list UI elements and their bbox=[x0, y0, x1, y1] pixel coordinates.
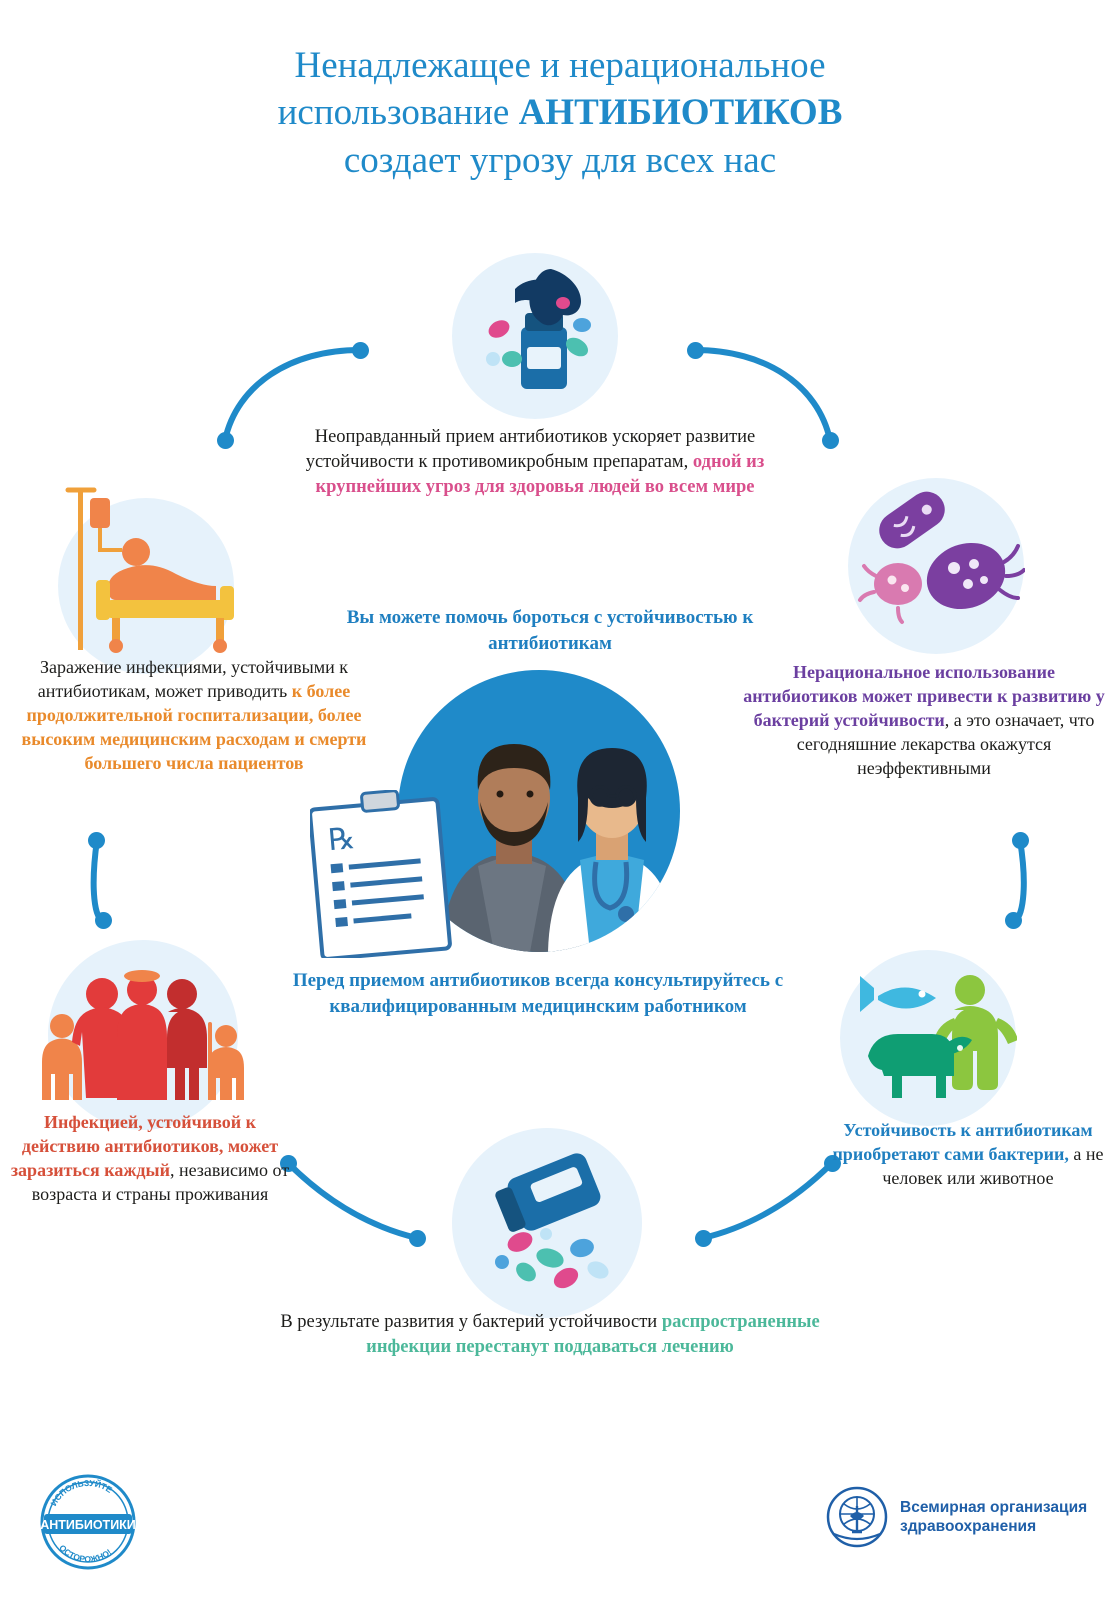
right-lower-node-text bbox=[828, 1118, 1108, 1190]
bottom-text-black: В результате развития у бактерий устойчивости bbox=[280, 1312, 658, 1332]
stamp-bottom-text: ОСТОРОЖНО! bbox=[57, 1542, 114, 1565]
connector-dot-left-bottom bbox=[95, 912, 112, 929]
who-logo-block bbox=[826, 1486, 1087, 1548]
right-lower-text-black: а не человек или животное bbox=[882, 1144, 1104, 1189]
title-line-1: Ненадлежащее и нерациональное bbox=[294, 45, 826, 86]
cow-fish-person-icon bbox=[842, 952, 1017, 1127]
right-upper-text-black: , а это означает, что сегодняшние лекарства окажутся неэффективными bbox=[796, 710, 1095, 779]
stamp-main-text: АНТИБИОТИКИ bbox=[40, 1518, 136, 1532]
title-line-2-strong: АНТИБИОТИКОВ bbox=[518, 92, 843, 134]
left-lower-node-text bbox=[10, 1110, 290, 1206]
left-upper-node-text bbox=[0, 655, 388, 776]
right-upper-node-text bbox=[740, 660, 1108, 781]
stamp-top-text: ИСПОЛЬЗУЙТЕ bbox=[48, 1477, 115, 1508]
connector-dot-right-bottom bbox=[1005, 912, 1022, 929]
top-node-text-black: Неоправданный прием антибиотиков ускоряет развитие устойчивости к противомикробным препаратам, bbox=[305, 427, 756, 472]
title-line-3: создает угрозу для всех нас bbox=[343, 139, 777, 181]
family-group-icon bbox=[30, 952, 250, 1122]
title-line-2 bbox=[110, 89, 1010, 136]
top-node-text bbox=[282, 425, 788, 499]
center-heading: Вы можете помочь бороться с устойчивостью к антибиотикам bbox=[346, 607, 754, 654]
connector-dot-right-top bbox=[1012, 832, 1029, 849]
bottom-text-highlight: распространенные инфекции перестанут поддаваться лечению bbox=[366, 1312, 820, 1357]
who-emblem-icon bbox=[826, 1486, 888, 1548]
who-name-line-1: Всемирная организация bbox=[900, 1498, 1088, 1516]
bottom-node-text bbox=[250, 1310, 850, 1360]
left-upper-text-highlight: к более продолжительной госпитализации, более высоким медицинским расходам и смерти большего числа пациентов bbox=[21, 681, 367, 774]
connector-dot-bottom-right bbox=[695, 1230, 712, 1247]
left-lower-text-black: , независимо от возраста и страны проживания bbox=[31, 1160, 290, 1205]
top-node-text-highlight: одной из крупнейших угроз для здоровья людей во всем мире bbox=[315, 451, 765, 497]
antibiotics-handle-with-care-stamp bbox=[30, 1468, 150, 1578]
connector-dot-top-left bbox=[217, 432, 234, 449]
left-lower-text-highlight: Инфекцией, устойчивой к действию антибиотиков, может заразиться каждый bbox=[10, 1112, 279, 1181]
left-upper-text-black: Заражение инфекциями, устойчивыми к антибиотикам, может приводить bbox=[37, 657, 348, 702]
page-title bbox=[110, 42, 1010, 184]
who-name-line-2: здравоохранения bbox=[900, 1518, 1037, 1535]
bacteria-icon bbox=[850, 480, 1025, 655]
connector-dot-left-top bbox=[88, 832, 105, 849]
rx-symbol: ℞ bbox=[327, 822, 357, 858]
title-line-2-normal: использование bbox=[277, 92, 519, 134]
right-upper-text-highlight: Нерациональное использование антибиотиков может привести к развитию у бактерий устойчивости bbox=[743, 662, 1105, 731]
connector-dot-top-left-end bbox=[352, 342, 369, 359]
connector-dot-top-right bbox=[687, 342, 704, 359]
connector-dot-top-right-end bbox=[822, 432, 839, 449]
hand-taking-pills-from-bottle-icon bbox=[455, 255, 620, 420]
hospital-bed-patient-icon bbox=[52, 468, 252, 668]
prescription-clipboard-icon bbox=[310, 790, 454, 958]
right-lower-text-highlight: Устойчивость к антибиотикам приобретают сами бактерии, bbox=[832, 1120, 1093, 1165]
connector-dot-bottom-left-end bbox=[409, 1230, 426, 1247]
spilled-pill-bottle-icon bbox=[454, 1130, 642, 1318]
center-caption: Перед приемом антибиотиков всегда консультируйтесь с квалифицированным медицинским работником bbox=[292, 970, 784, 1018]
